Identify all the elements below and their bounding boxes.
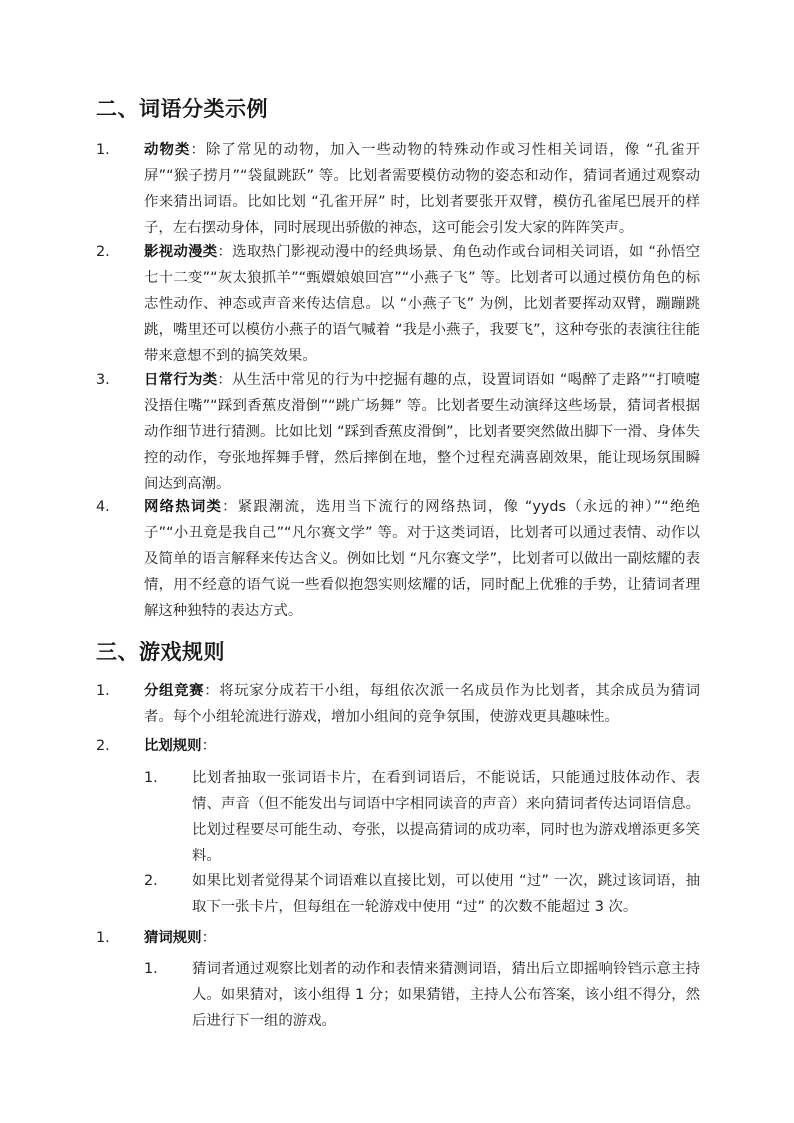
- list-item-text: ：选取热门影视动漫中的经典场景、角色动作或台词相关词语，如 “孙悟空七十二变”“灰太狼抓羊”“甄嬛娘娘回宫”“小燕子飞” 等。比划者可以通过模仿角色的标志性动作、神态或声音来传达信息。以 “小燕子飞” 为例，比划者要挥动双臂，蹦蹦跳跳，嘴里还可以模仿小燕子的语气喊着 “我是小燕子，我要飞”，这种夸张的表演往往能带来意想不到的搞笑效果。: [144, 244, 700, 364]
- list-number: 2.: [96, 244, 110, 260]
- rule-grouping: [96, 678, 700, 730]
- section-title-rules: 三、游戏规则: [96, 640, 225, 664]
- list-item-film-anime: [96, 239, 700, 369]
- list-item-text: 比划者抽取一张词语卡片，在看到词语后，不能说话，只能通过肢体动作、表情、声音（但不能发出与词语中字相同读音的声音）来向猜词者传达词语信息。比划过程要尽可能生动、夸张，以提高猜词的成功率，同时也为游戏增添更多笑料。: [192, 770, 700, 864]
- list-number: 4.: [96, 499, 110, 515]
- list-item-body: [144, 367, 700, 497]
- list-item-text: ：将玩家分成若干小组，每组依次派一名成员作为比划者，其余成员为猜词者。每个小组轮流进行游戏，增加小组间的竞争氛围，使游戏更具趣味性。: [144, 683, 700, 725]
- list-item-label: 比划规则: [144, 738, 202, 754]
- list-item-text: ：: [201, 930, 216, 946]
- list-item-label: 影视动漫类: [144, 244, 218, 260]
- list-item-body: [144, 239, 700, 369]
- list-item-text: 如果比划者觉得某个词语难以直接比划，可以使用 “过” 一次，跳过该词语，抽取下一张卡片，但每组在一轮游戏中使用 “过” 的次数不能超过 3 次。: [192, 873, 700, 915]
- rule-acting-sub-1: [144, 765, 700, 869]
- rule-guessing-header: [96, 925, 700, 951]
- list-item-text: ：: [201, 738, 216, 754]
- list-item-body: [144, 733, 700, 759]
- list-number: 1.: [144, 961, 158, 977]
- rule-acting-sub-2: [144, 868, 700, 920]
- list-number: 1.: [144, 770, 158, 786]
- section-title-categories: 二、词语分类示例: [96, 97, 268, 121]
- list-item-internet-slang: [96, 494, 700, 624]
- list-item-daily-behavior: [96, 367, 700, 497]
- list-item-body: [144, 494, 700, 624]
- list-number: 3.: [96, 372, 110, 388]
- list-number: 2.: [96, 738, 110, 754]
- list-item-label: 网络热词类: [144, 499, 223, 515]
- list-number: 1.: [96, 142, 110, 158]
- list-item-label: 日常行为类: [144, 372, 218, 388]
- list-item-text: 猜词者通过观察比划者的动作和表情来猜测词语，猜出后立即摇响铃铛示意主持人。如果猜对，该小组得 1 分；如果猜错，主持人公布答案，该小组不得分，然后进行下一组的游戏。: [192, 961, 700, 1029]
- list-item-label: 猜词规则: [144, 930, 202, 946]
- rule-guessing-sub-1: [144, 956, 700, 1034]
- list-item-label: 动物类: [144, 142, 191, 158]
- list-item-text: ：从生活中常见的行为中挖掘有趣的点，设置词语如 “喝醉了走路”“打喷嚏没捂住嘴”“踩到香蕉皮滑倒”“跳广场舞” 等。比划者要生动演绎这些场景，猜词者根据动作细节进行猜测。比如比划 “踩到香蕉皮滑倒”，比划者要突然做出脚下一滑、身体失控的动作，夸张地挥舞手臂，然后摔倒在地，整个过程充满喜剧效果，能让现场氛围瞬间达到高潮。: [144, 372, 700, 492]
- list-item-text: ：紧跟潮流，选用当下流行的网络热词，像 “yyds（永远的神）”“绝绝子”“小丑竟是我自己”“凡尔赛文学” 等。对于这类词语，比划者可以通过表情、动作以及简单的语言解释来传达含义。例如比划 “凡尔赛文学”，比划者可以做出一副炫耀的表情，用不经意的语气说一些看似抱怨实则炫耀的话，同时配上优雅的手势，让猜词者理解这种独特的表达方式。: [144, 499, 700, 619]
- list-number: 1.: [96, 930, 110, 946]
- list-item-body: [144, 925, 700, 951]
- list-item-animals: [96, 137, 700, 241]
- list-number: 1.: [96, 683, 110, 699]
- rule-acting-header: [96, 733, 700, 759]
- list-item-label: 分组竞赛: [144, 683, 205, 699]
- list-item-text: ：除了常见的动物，加入一些动物的特殊动作或习性相关词语，像 “孔雀开屏”“猴子捞月”“袋鼠跳跃” 等。比划者需要模仿动物的姿态和动作，猜词者通过观察动作来猜出词语。比如比划 “孔雀开屏” 时，比划者要张开双臂，模仿孔雀尾巴展开的样子，左右摆动身体，同时展现出骄傲的神态，这可能会引发大家的阵阵笑声。: [144, 142, 700, 236]
- list-number: 2.: [144, 873, 158, 889]
- list-item-body: [144, 137, 700, 241]
- list-item-body: [144, 678, 700, 730]
